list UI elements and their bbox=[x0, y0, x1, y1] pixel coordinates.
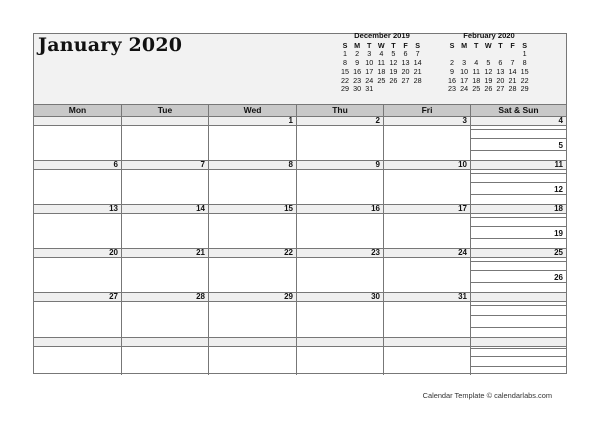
mini-calendar-day: 15 bbox=[520, 66, 529, 76]
day-number: 27 bbox=[34, 293, 121, 302]
weekend-line bbox=[471, 327, 566, 328]
day-number bbox=[34, 117, 121, 126]
mini-calendar-day: 20 bbox=[401, 66, 410, 76]
mini-calendar-day: 1 bbox=[522, 49, 527, 59]
mini-calendar-day: 8 bbox=[522, 58, 527, 68]
mini-calendar-week-row bbox=[339, 77, 425, 86]
mini-calendar-day: 18 bbox=[472, 75, 481, 85]
mini-calendar-prev bbox=[339, 32, 425, 94]
weekend-line bbox=[471, 226, 566, 227]
mini-calendar-day: 5 bbox=[391, 49, 396, 59]
mini-calendar-day: 10 bbox=[460, 66, 469, 76]
day-cell bbox=[34, 338, 122, 375]
mini-calendar-day: 16 bbox=[448, 75, 457, 85]
day-number: 23 bbox=[297, 249, 383, 258]
day-number bbox=[122, 338, 208, 347]
weekend-line bbox=[471, 129, 566, 130]
mini-calendar-day: 31 bbox=[365, 84, 374, 94]
day-cell bbox=[297, 205, 384, 248]
mini-calendar-next bbox=[446, 32, 532, 94]
day-number: 1 bbox=[209, 117, 296, 126]
mini-calendar-day: 21 bbox=[508, 75, 517, 85]
mini-calendar-weekday: S bbox=[415, 40, 420, 50]
mini-calendar-weekday: S bbox=[449, 40, 455, 50]
day-number: 24 bbox=[384, 249, 470, 258]
mini-calendar-weekday: F bbox=[510, 40, 515, 50]
day-cell bbox=[122, 205, 209, 248]
mini-calendar-day: 23 bbox=[448, 84, 457, 94]
day-cell bbox=[384, 249, 471, 292]
weekend-line bbox=[471, 305, 566, 306]
mini-calendar-day: 14 bbox=[508, 66, 517, 76]
day-cell bbox=[209, 293, 297, 337]
sunday-number: 5 bbox=[558, 141, 563, 150]
mini-calendar-day: 10 bbox=[365, 58, 374, 68]
week-row bbox=[34, 205, 566, 249]
day-cell bbox=[34, 117, 122, 160]
weekend-line bbox=[471, 138, 566, 139]
week-row bbox=[34, 161, 566, 205]
mini-calendar-day: 6 bbox=[498, 58, 503, 68]
day-number: 6 bbox=[34, 161, 121, 170]
day-cell bbox=[384, 161, 471, 204]
mini-calendar-weekday: M bbox=[354, 40, 361, 50]
mini-calendar-day: 29 bbox=[341, 84, 350, 94]
saturday-number: 25 bbox=[471, 249, 566, 258]
weekend-line bbox=[471, 238, 566, 239]
mini-calendar-day: 5 bbox=[486, 58, 491, 68]
day-number: 16 bbox=[297, 205, 383, 214]
day-number: 7 bbox=[122, 161, 208, 170]
mini-calendar-day: 4 bbox=[474, 58, 479, 68]
mini-calendar-day bbox=[387, 85, 399, 94]
weekend-line bbox=[471, 217, 566, 218]
weekend-cell bbox=[471, 293, 566, 337]
mini-calendar-day: 13 bbox=[496, 66, 505, 76]
mini-calendar-day: 24 bbox=[365, 75, 374, 85]
weekend-line bbox=[471, 315, 566, 316]
day-cell bbox=[297, 338, 384, 375]
weekend-cell bbox=[471, 161, 566, 204]
day-number: 29 bbox=[209, 293, 296, 302]
mini-calendar-day: 3 bbox=[462, 58, 467, 68]
week-row bbox=[34, 117, 566, 161]
mini-calendar-day: 30 bbox=[353, 84, 362, 94]
mini-calendar-day: 27 bbox=[401, 75, 410, 85]
mini-calendar-day: 17 bbox=[365, 66, 374, 76]
day-number bbox=[384, 338, 470, 347]
mini-calendar-weekday: M bbox=[461, 40, 468, 50]
day-header-2: Wed bbox=[209, 105, 297, 116]
week-cells bbox=[34, 249, 566, 292]
day-cell bbox=[209, 117, 297, 160]
saturday-number: 11 bbox=[471, 161, 566, 170]
day-cell bbox=[297, 117, 384, 160]
mini-calendar-day: 24 bbox=[460, 84, 469, 94]
saturday-number bbox=[471, 293, 566, 302]
weekend-cell bbox=[471, 117, 566, 160]
day-cell bbox=[122, 161, 209, 204]
weekend-cell bbox=[471, 249, 566, 292]
mini-calendar-day: 12 bbox=[484, 66, 493, 76]
day-cell bbox=[122, 249, 209, 292]
week-cells bbox=[34, 293, 566, 337]
day-number bbox=[209, 338, 296, 347]
mini-calendar-day bbox=[412, 85, 424, 94]
mini-calendar-day: 18 bbox=[377, 66, 386, 76]
day-cell bbox=[209, 205, 297, 248]
footer-credit: Calendar Template © calendarlabs.com bbox=[422, 391, 552, 400]
day-number: 10 bbox=[384, 161, 470, 170]
weekend-line bbox=[471, 366, 566, 367]
mini-calendar-day: 1 bbox=[343, 49, 348, 59]
mini-calendar-weekday: S bbox=[342, 40, 348, 50]
mini-calendar-day: 26 bbox=[389, 75, 398, 85]
mini-calendar-day: 7 bbox=[415, 49, 420, 59]
mini-calendar-day: 21 bbox=[413, 66, 422, 76]
weekend-cell bbox=[471, 205, 566, 248]
mini-calendar-week-row bbox=[446, 85, 532, 94]
day-cell bbox=[122, 117, 209, 160]
mini-calendar-day: 20 bbox=[496, 75, 505, 85]
mini-calendar-day: 9 bbox=[355, 58, 360, 68]
day-number: 31 bbox=[384, 293, 470, 302]
sunday-number: 26 bbox=[554, 273, 563, 282]
mini-calendar-weekday: W bbox=[377, 40, 385, 50]
day-cell bbox=[34, 205, 122, 248]
day-number: 22 bbox=[209, 249, 296, 258]
day-number bbox=[297, 338, 383, 347]
day-number bbox=[34, 338, 121, 347]
saturday-number bbox=[471, 338, 566, 347]
mini-calendar-weekday: S bbox=[522, 40, 527, 50]
week-cells bbox=[34, 161, 566, 204]
mini-calendar-day: 4 bbox=[379, 49, 384, 59]
week-row bbox=[34, 338, 566, 375]
weekend-line bbox=[471, 282, 566, 283]
week-cells bbox=[34, 117, 566, 160]
mini-calendar-day: 9 bbox=[450, 66, 455, 76]
day-number: 2 bbox=[297, 117, 383, 126]
mini-calendar-day: 28 bbox=[508, 84, 517, 94]
day-header-4: Fri bbox=[384, 105, 471, 116]
weekend-line bbox=[471, 150, 566, 151]
page-title: January 2020 bbox=[38, 34, 183, 56]
day-cell bbox=[297, 161, 384, 204]
day-cell bbox=[384, 338, 471, 375]
day-number: 28 bbox=[122, 293, 208, 302]
weekend-line bbox=[471, 270, 566, 271]
day-number: 8 bbox=[209, 161, 296, 170]
mini-calendar-day: 7 bbox=[510, 58, 515, 68]
day-header-0: Mon bbox=[34, 105, 122, 116]
day-number: 13 bbox=[34, 205, 121, 214]
day-cell bbox=[297, 249, 384, 292]
saturday-number: 18 bbox=[471, 205, 566, 214]
calendar-frame bbox=[33, 33, 567, 374]
day-cell bbox=[384, 205, 471, 248]
mini-calendar-weekday: W bbox=[484, 40, 492, 50]
weekend-line bbox=[471, 173, 566, 174]
day-cell bbox=[122, 293, 209, 337]
day-number: 15 bbox=[209, 205, 296, 214]
mini-calendar-weekday: F bbox=[403, 40, 408, 50]
day-number: 9 bbox=[297, 161, 383, 170]
week-row bbox=[34, 293, 566, 338]
mini-calendar-day: 13 bbox=[401, 58, 410, 68]
weekend-line bbox=[471, 261, 566, 262]
mini-calendar-day: 22 bbox=[341, 75, 350, 85]
day-number bbox=[122, 117, 208, 126]
mini-calendar-weekday: T bbox=[474, 40, 479, 50]
day-header-row bbox=[34, 104, 566, 117]
mini-calendar-weekday-row bbox=[446, 42, 532, 51]
mini-calendar-day: 8 bbox=[343, 58, 348, 68]
weekend-line bbox=[471, 348, 566, 349]
mini-calendar-day: 16 bbox=[353, 66, 362, 76]
mini-calendar-day: 11 bbox=[472, 66, 480, 76]
mini-calendar-day: 11 bbox=[377, 58, 386, 68]
day-header-1: Tue bbox=[122, 105, 209, 116]
calendar-header bbox=[34, 31, 566, 104]
day-number: 20 bbox=[34, 249, 121, 258]
weekend-line bbox=[471, 194, 566, 195]
day-cell bbox=[122, 338, 209, 375]
day-cell bbox=[34, 161, 122, 204]
day-number: 14 bbox=[122, 205, 208, 214]
day-cell bbox=[34, 249, 122, 292]
mini-calendar-weekday: T bbox=[498, 40, 503, 50]
day-cell bbox=[384, 117, 471, 160]
day-cell bbox=[297, 293, 384, 337]
mini-calendar-day: 25 bbox=[377, 75, 386, 85]
mini-calendar-day: 12 bbox=[389, 58, 398, 68]
mini-calendar-day: 15 bbox=[341, 66, 350, 76]
weekend-line bbox=[471, 356, 566, 357]
mini-calendar-day bbox=[375, 85, 387, 94]
mini-calendar-day bbox=[399, 85, 411, 94]
mini-calendar-day: 29 bbox=[520, 84, 529, 94]
day-cell bbox=[384, 293, 471, 337]
sunday-number: 19 bbox=[554, 229, 563, 238]
mini-calendar-day: 2 bbox=[450, 58, 455, 68]
weekend-line bbox=[471, 182, 566, 183]
day-cell bbox=[209, 338, 297, 375]
week-cells bbox=[34, 338, 566, 375]
mini-calendar-weekday: T bbox=[367, 40, 372, 50]
mini-calendar-day: 3 bbox=[367, 49, 372, 59]
mini-calendar-month-name: February 2020 bbox=[463, 31, 515, 40]
day-number: 30 bbox=[297, 293, 383, 302]
mini-calendar-day: 22 bbox=[520, 75, 529, 85]
week-cells bbox=[34, 205, 566, 248]
day-header-5: Sat & Sun bbox=[498, 105, 539, 115]
day-number: 3 bbox=[384, 117, 470, 126]
mini-calendar-day: 14 bbox=[413, 58, 422, 68]
day-cell bbox=[34, 293, 122, 337]
mini-calendar-day: 27 bbox=[496, 84, 505, 94]
mini-calendar-month-name: December 2019 bbox=[354, 31, 410, 40]
week-row bbox=[34, 249, 566, 293]
mini-calendar-day: 2 bbox=[355, 49, 360, 59]
sunday-number: 12 bbox=[554, 185, 563, 194]
mini-calendar-day: 28 bbox=[413, 75, 422, 85]
day-number: 21 bbox=[122, 249, 208, 258]
mini-calendar-day: 6 bbox=[403, 49, 408, 59]
day-cell bbox=[209, 161, 297, 204]
mini-calendar-week-row bbox=[339, 85, 425, 94]
weekend-cell bbox=[471, 338, 566, 375]
mini-calendar-day: 25 bbox=[472, 84, 481, 94]
saturday-number: 4 bbox=[471, 117, 566, 126]
mini-calendar-day: 19 bbox=[389, 66, 398, 76]
day-header-3: Thu bbox=[297, 105, 384, 116]
mini-calendar-weekday: T bbox=[391, 40, 396, 50]
day-number: 17 bbox=[384, 205, 470, 214]
day-cell bbox=[209, 249, 297, 292]
month-grid bbox=[34, 104, 566, 375]
mini-calendar-day: 26 bbox=[484, 84, 493, 94]
mini-calendar-day: 19 bbox=[484, 75, 493, 85]
mini-calendar-day: 17 bbox=[460, 75, 469, 85]
mini-calendar-day: 23 bbox=[353, 75, 362, 85]
